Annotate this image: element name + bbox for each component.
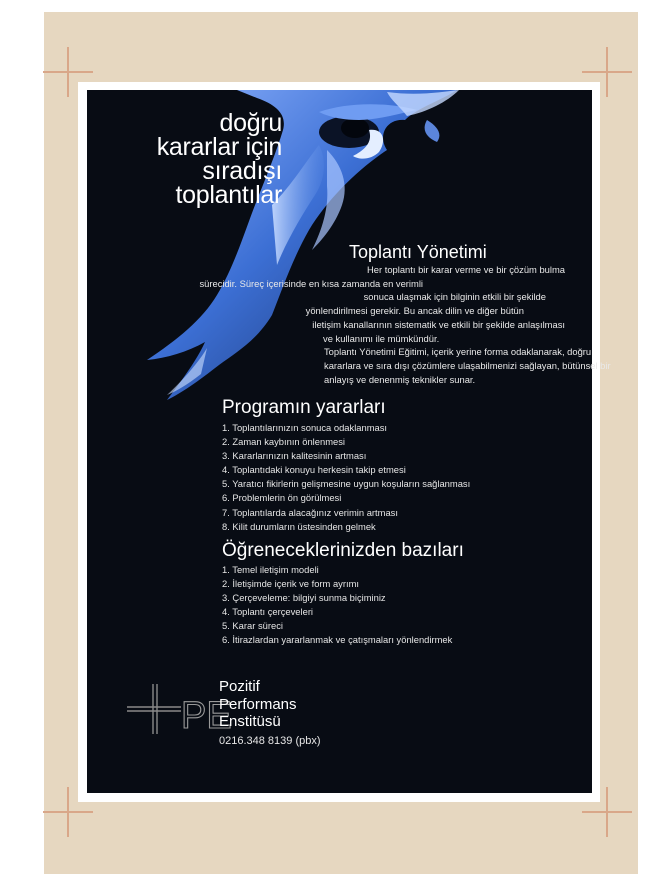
list-item: 8. Kilit durumların üstesinden gelmek — [222, 520, 376, 532]
text-line: Toplantı Yönetimi Eğitimi, içerik yerine forma odaklanarak, doğru — [324, 346, 592, 358]
text-line: kararlara ve sıra dışı çözümlere ulaşabilmenizi sağlayan, bütünsel bir — [324, 359, 611, 371]
text-line: anlayış ve denenmiş teknikler sunar. — [324, 373, 476, 385]
list-item: 1. Toplantılarınızın sonuca odaklanması — [222, 422, 388, 433]
brand-line: Pozitif — [219, 678, 260, 695]
brand-name — [219, 678, 297, 731]
list-item: 3. Çerçeveleme: bilgiyi sunma biçiminiz — [222, 592, 386, 604]
svg-text:PE: PE — [181, 695, 232, 737]
benefits-list — [222, 421, 470, 534]
list-item: 1. Temel iletişim modeli — [222, 564, 319, 575]
headline-line: kararlar için — [156, 133, 282, 161]
brand-line: Enstitüsü — [219, 713, 281, 730]
list-item: 5. Yaratıcı fikirlerin gelişmesine uygun koşuların sağlanması — [222, 478, 471, 490]
phone-number: 0216.348 8139 (pbx) — [219, 735, 321, 747]
list-item: 2. İletişimde içerik ve form ayrımı — [222, 578, 360, 590]
headline-line: doğru — [219, 109, 282, 137]
list-item: 4. Toplantı çerçeveleri — [222, 606, 314, 618]
list-item: 2. Zaman kaybının önlenmesi — [222, 436, 345, 448]
brand-line: Performans — [219, 695, 297, 713]
headline-line: sıradışı — [202, 157, 282, 185]
list-item: 5. Karar süreci — [222, 620, 283, 632]
pe-logo — [127, 680, 232, 740]
text-line: yönlendirilmesi gerekir. Bu ancak dilin ve diğer bütün — [305, 305, 524, 317]
poster — [87, 90, 611, 793]
learnings-list — [222, 563, 452, 648]
text-line: iletişim kanallarının sistematik ve etkili bir şekilde anlaşılması — [312, 318, 565, 330]
text-line: sürecidir. Süreç içerisinde en kısa zamanda en verimli — [199, 277, 423, 289]
meeting-section-title: Toplantı Yönetimi — [349, 242, 487, 262]
text-line: sonuca ulaşmak için bilginin etkili bir şekilde — [363, 291, 546, 303]
learnings-title: Öğreneceklerinizden bazıları — [222, 540, 464, 561]
headline — [97, 111, 282, 207]
list-item: 6. İtirazlardan yararlanmak ve çatışmaları yönlendirmek — [222, 634, 453, 646]
list-item: 6. Problemlerin ön görülmesi — [222, 492, 342, 504]
meeting-section-text — [185, 263, 611, 386]
text-line: Her toplantı bir karar verme ve bir çözüm bulma — [367, 264, 565, 275]
list-item: 7. Toplantılarda alacağınız verimin artması — [222, 506, 398, 518]
headline-line: toplantılar — [175, 181, 282, 209]
text-line: ve kullanımı ile mümkündür. — [323, 332, 440, 344]
list-item: 3. Kararlarınızın kalitesinin artması — [222, 450, 367, 462]
benefits-title: Programın yararları — [222, 397, 386, 418]
list-item: 4. Toplantıdaki konuyu herkesin takip etmesi — [222, 464, 406, 476]
